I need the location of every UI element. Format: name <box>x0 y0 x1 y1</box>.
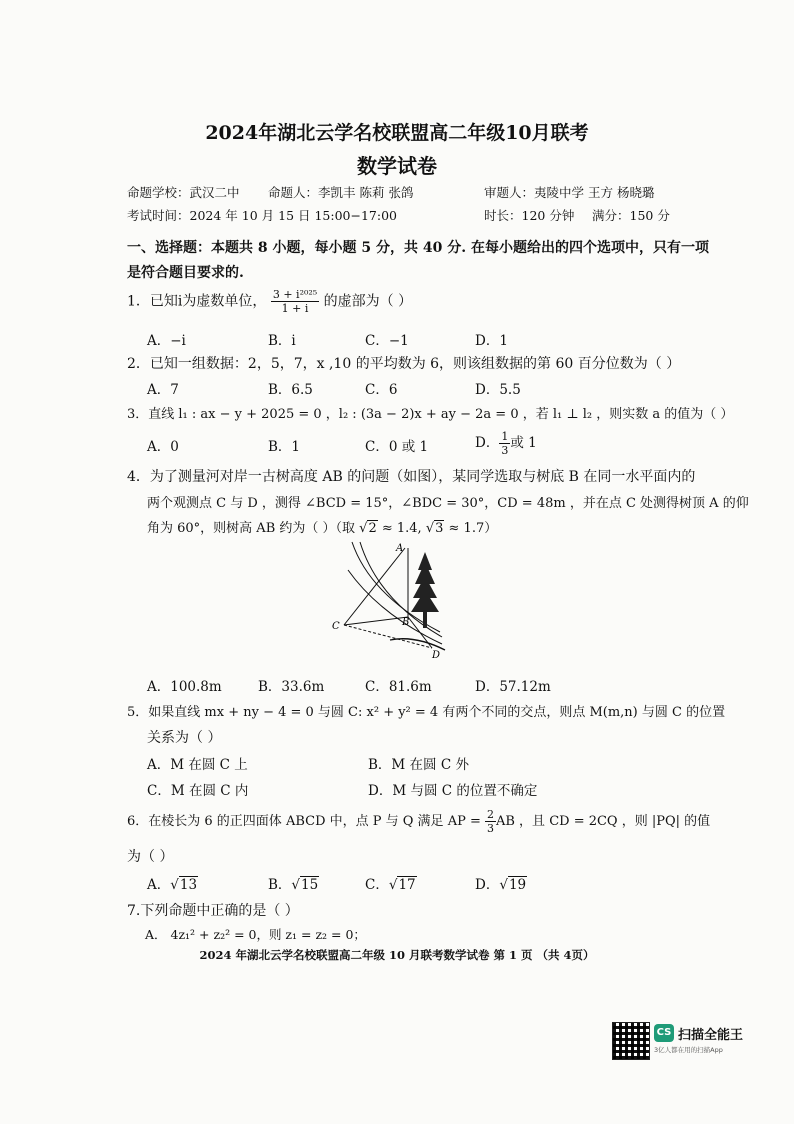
q6-denominator: 3 <box>486 822 494 835</box>
q6-option-b-radicand: 15 <box>301 877 319 893</box>
q1-pre: 1．已知i为虚数单位， <box>127 293 267 310</box>
q6-option-c-label: C． <box>365 877 389 893</box>
q3-option-c: C．0 或 1 <box>365 439 429 455</box>
q6-option-c-radicand: 17 <box>398 877 416 893</box>
sight-line-ca <box>344 548 405 625</box>
question-2: 2．已知一组数据：2，5，7，x ,10 的平均数为 6，则该组数据的第 60 百分位数为（ ） <box>127 356 681 372</box>
q3-option-b: B．1 <box>268 439 301 455</box>
q3-option-d-num: 1 <box>501 430 509 443</box>
question-3: 3．直线 l₁ : ax − y + 2025 = 0 ，l₂ : (3a − 2)x + ay − 2a = 0 ，若 l₁ ⊥ l₂ ，则实数 a 的值为（ ） <box>127 407 734 422</box>
camscanner-logo-icon: CS <box>654 1024 674 1042</box>
question-5-line1: 5．如果直线 mx + ny − 4 = 0 与圆 C: x² + y² = 4 有两个不同的交点，则点 M(m,n) 与圆 C 的位置 <box>127 705 726 720</box>
tree-shape <box>411 552 439 628</box>
question-1 <box>127 288 412 315</box>
q6-option-a-radicand: 13 <box>179 877 198 893</box>
section1-line1: 一、选择题：本题共 8 小题，每小题 5 分，共 40 分. 在每小题给出的四个选项中，只有一项 <box>127 240 709 256</box>
exam-title: 2024年湖北云学名校联盟高二年级10月联考 <box>205 122 589 144</box>
q2-option-a: A．7 <box>147 382 179 398</box>
q1-option-a: A．−i <box>147 333 186 349</box>
q5-option-a: A．M 在圆 C 上 <box>147 757 248 773</box>
q6-option-a: A．√13 <box>147 877 198 893</box>
line-cd <box>344 625 432 648</box>
question-4-line2: 两个观测点 C 与 D ，测得 ∠BCD = 15°，∠BDC = 30°，CD = 48m ，并在点 C 处测得树顶 A 的仰 <box>147 496 749 511</box>
q6-option-d-radicand: 19 <box>508 877 527 893</box>
label-a: A <box>396 543 404 554</box>
meta-duration: 时长：120 分钟 <box>484 208 575 223</box>
question-6-line2: 为（ ） <box>127 849 174 865</box>
label-c: C <box>332 621 340 632</box>
q4-option-d: D．57.12m <box>475 679 551 695</box>
q2-option-b: B．6.5 <box>268 382 313 398</box>
q6-option-c: C．√17 <box>365 877 416 893</box>
q1-fraction <box>271 288 319 315</box>
question-6-line1 <box>127 808 710 835</box>
meta-time: 考试时间：2024 年 10 月 15 日 15:00−17:00 <box>127 208 397 223</box>
q6-option-d: D．√19 <box>475 877 527 893</box>
q4-line3-post: ≈ 1.7） <box>444 521 498 536</box>
q3-option-d-den: 3 <box>501 444 509 457</box>
meta-score: 满分：150 分 <box>592 208 670 223</box>
q6-option-b-label: B． <box>268 877 292 893</box>
page-footer: 2024 年湖北云学名校联盟高二年级 10 月联考数学试卷 第 1 页 （共 4页） <box>199 948 595 962</box>
q4-radicand-2: 2 <box>368 521 377 536</box>
q6-numerator: 2 <box>486 808 494 821</box>
q6-fraction <box>485 808 496 835</box>
scanner-tagline: 3亿人都在用的扫描App <box>654 1046 723 1054</box>
question-4-line1: 4．为了测量河对岸一古树高度 AB 的问题（如图），某同学选取与树底 B 在同一水平面内的 <box>127 469 696 485</box>
label-d: D <box>432 650 441 660</box>
q6-option-b: B．√15 <box>268 877 319 893</box>
meta-school: 命题学校：武汉二中 <box>127 185 240 200</box>
q3-option-d-fraction <box>499 430 510 457</box>
q3-option-d-post: 或 1 <box>510 435 537 451</box>
q6-post: AB ，且 CD = 2CQ ，则 |PQ| 的值 <box>495 814 711 829</box>
q1-option-d: D．1 <box>475 333 508 349</box>
q6-pre: 6．在棱长为 6 的正四面体 ABCD 中，点 P 与 Q 满足 AP = <box>127 814 485 829</box>
line-cb <box>344 617 408 625</box>
label-b: B <box>402 617 410 628</box>
q4-line3-pre: 角为 60°，则树高 AB 约为（ ）（取 √ <box>147 521 368 536</box>
q3-option-d-label: D． <box>475 435 500 451</box>
q6-option-d-label: D． <box>475 877 500 893</box>
section1-line2: 是符合题目要求的. <box>127 265 244 281</box>
meta-reviewers: 审题人：夷陵中学 王方 杨晓璐 <box>484 185 655 200</box>
q2-option-d: D．5.5 <box>475 382 521 398</box>
q1-option-c: C．−1 <box>365 333 409 349</box>
q5-option-c: C．M 在圆 C 内 <box>147 783 249 799</box>
q3-option-a: A．0 <box>147 439 179 455</box>
question-5-line2: 关系为（ ） <box>147 730 222 746</box>
q4-radicand-3: 3 <box>435 521 444 536</box>
q1-denominator: 1 + i <box>281 302 309 315</box>
q5-option-b: B．M 在圆 C 外 <box>368 757 469 773</box>
q1-post: 的虚部为（ ） <box>323 293 413 310</box>
exam-subtitle: 数学试卷 <box>357 154 437 178</box>
q4-option-b: B．33.6m <box>258 679 325 695</box>
meta-setters: 命题人：李凯丰 陈莉 张鸽 <box>268 185 414 200</box>
q4-option-a: A．100.8m <box>147 679 222 695</box>
q7-option-a: A． 4z₁² + z₂² = 0，则 z₁ = z₂ = 0； <box>145 927 366 942</box>
q2-option-c: C．6 <box>365 382 398 398</box>
scanner-app-name: 扫描全能王 <box>678 1028 744 1043</box>
q1-numerator: 3 + i²⁰²⁵ <box>272 288 318 301</box>
question-7: 7.下列命题中正确的是（ ） <box>127 903 299 919</box>
q4-line3-mid: ≈ 1.4, √ <box>377 521 435 536</box>
q4-option-c: C．81.6m <box>365 679 432 695</box>
q1-option-b: B．i <box>268 333 296 349</box>
q5-option-d: D．M 与圆 C 的位置不确定 <box>368 783 538 799</box>
q6-option-a-label: A． <box>147 877 171 893</box>
tree-river-figure <box>330 540 450 660</box>
qr-code-icon <box>612 1022 650 1060</box>
question-4-line3 <box>147 517 497 536</box>
q3-option-d <box>475 430 537 457</box>
